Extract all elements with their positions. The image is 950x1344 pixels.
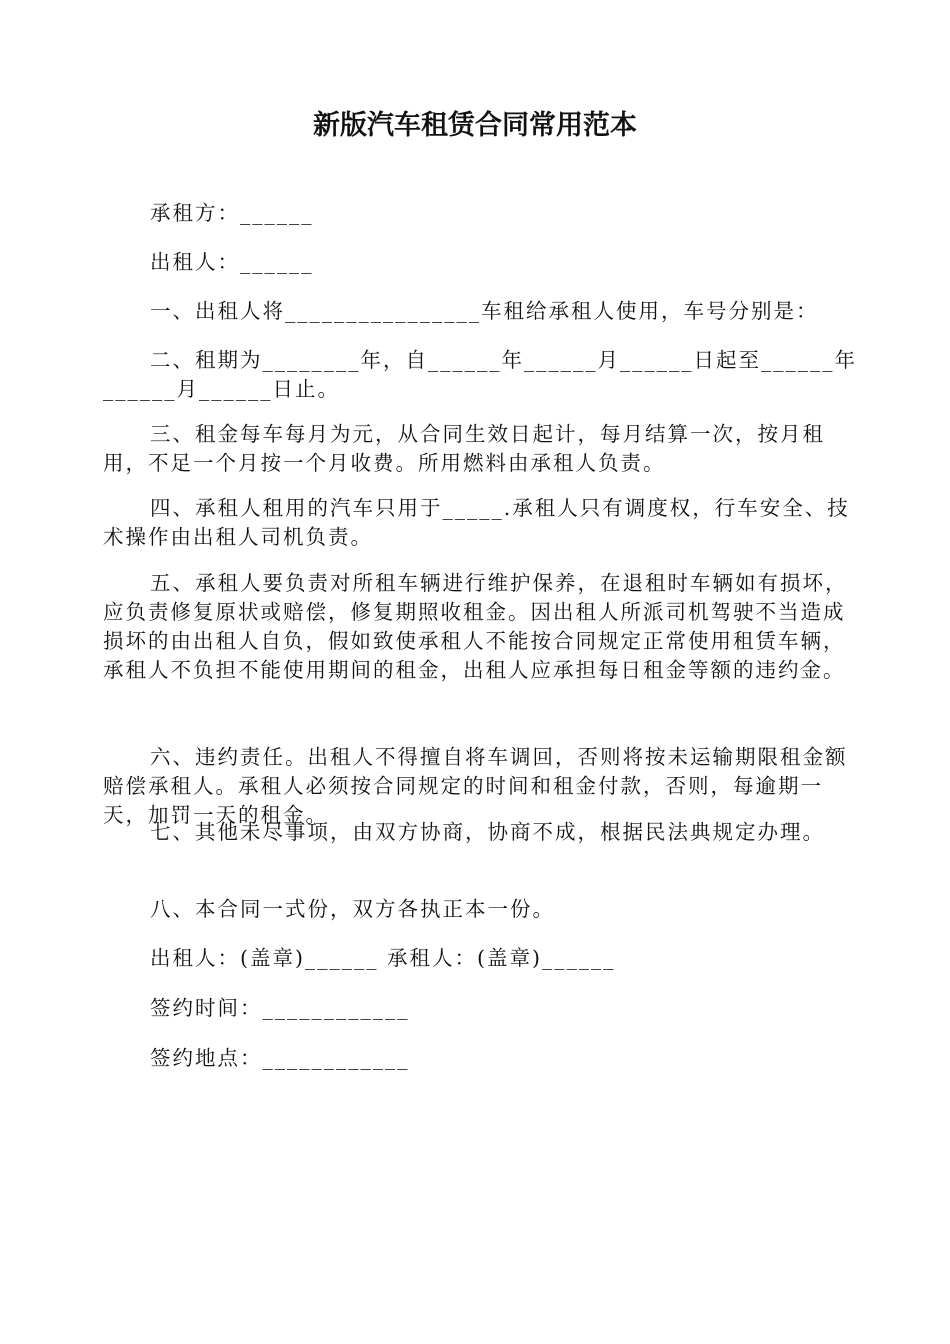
document-title: 新版汽车租赁合同常用范本 — [313, 110, 637, 141]
clause-2: 二、租期为________年，自______年______月______日起至______年______月______日止。 — [103, 348, 857, 401]
lessee-field: 承租方：______ — [150, 201, 314, 225]
clause-6: 六、违约责任。出租人不得擅自将车调回，否则将按未运输期限租金额赔偿承租人。承租人必须按合同规定的时间和租金付款，否则，每逾期一天，加罚一天的租金。 — [103, 745, 848, 827]
sign-time-field: 签约时间：____________ — [150, 996, 410, 1020]
clause-8: 八、本合同一式份，双方各执正本一份。 — [150, 897, 555, 921]
clause-4: 四、承租人租用的汽车只用于_____.承租人只有调度权，行车安全、技术操作由出租人司机负责。 — [103, 496, 850, 549]
sign-place-field: 签约地点：____________ — [150, 1046, 410, 1070]
clause-1: 一、出租人将________________车租给承租人使用，车号分别是： — [150, 299, 819, 323]
clause-7: 七、其他未尽事项，由双方协商，协商不成，根据民法典规定办理。 — [150, 820, 825, 844]
clause-3: 三、租金每车每月为元，从合同生效日起计，每月结算一次，按月租用，不足一个月按一个月收费。所用燃料由承租人负责。 — [103, 422, 825, 475]
clause-5: 五、承租人要负责对所租车辆进行维护保养，在退租时车辆如有损坏，应负责修复原状或赔偿，修复期照收租金。因出租人所派司机驾驶不当造成损坏的由出租人自负，假如致使承租人不能按合同规定正常使用租赁车辆，承租人不负担不能使用期间的租金，出租人应承担每日租金等额的违约金。 — [103, 571, 848, 682]
signature-line: 出租人：(盖章)______ 承租人：(盖章)______ — [150, 946, 616, 970]
lessor-field: 出租人：______ — [150, 250, 314, 274]
